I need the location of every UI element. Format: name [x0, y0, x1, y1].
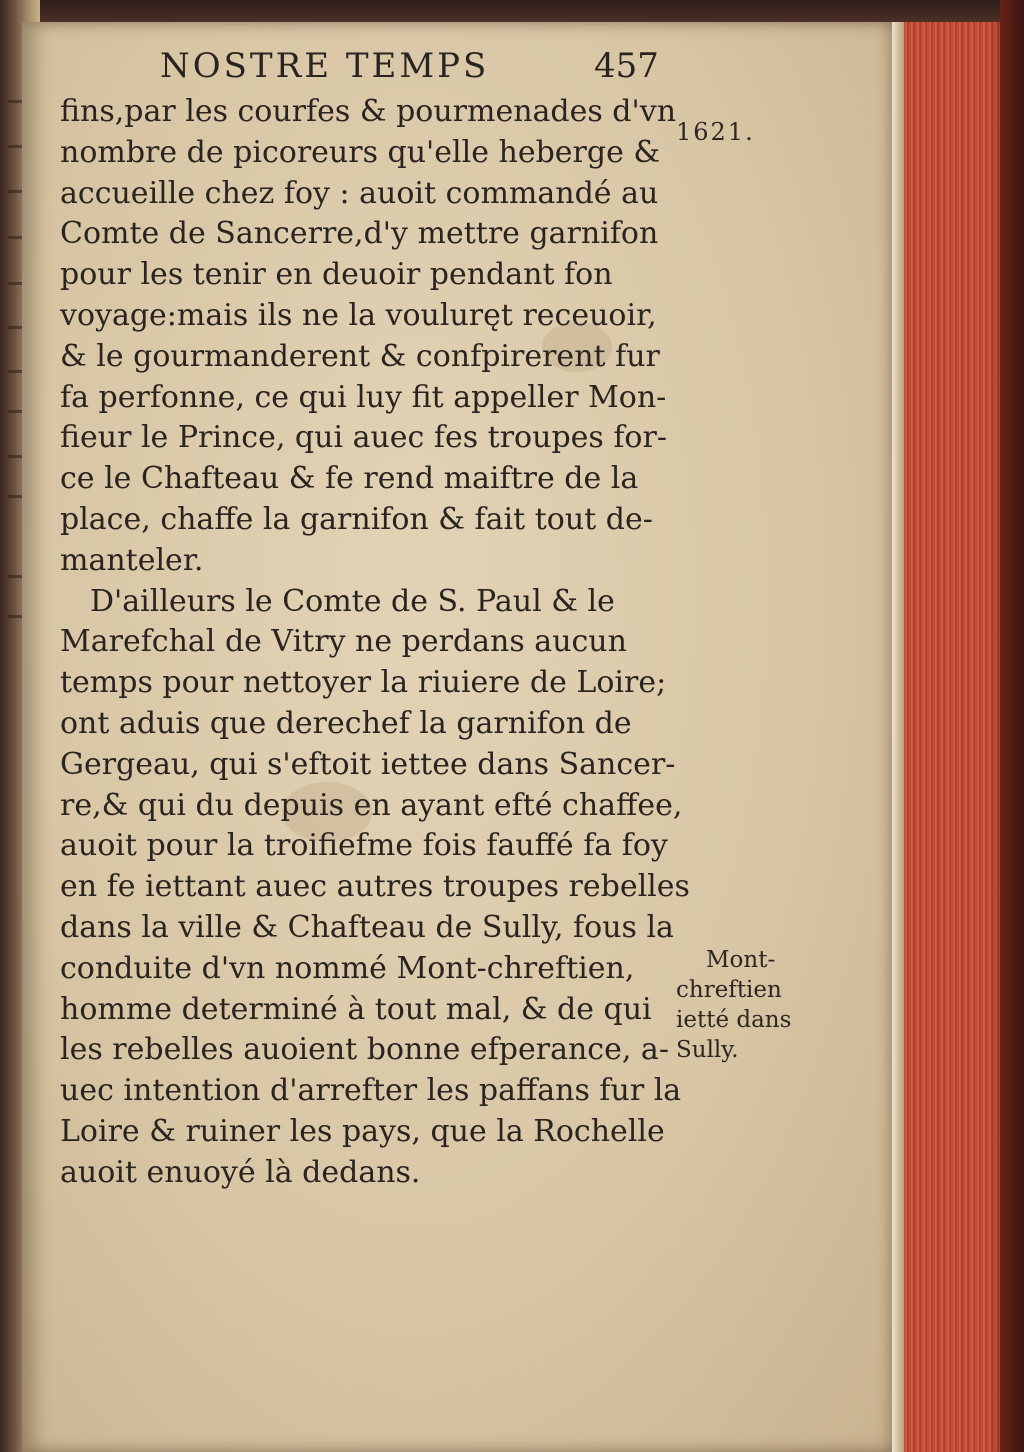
text-line: dans la ville & Chafteau de Sully, fous la	[60, 909, 674, 945]
text-line: auoit enuoyé là dedans.	[60, 1154, 421, 1190]
body-text	[60, 92, 690, 1194]
text-line: conduite d'vn nommé Mont-chreftien,	[60, 950, 635, 986]
cover-edge	[1000, 0, 1024, 1452]
text-line: temps pour nettoyer la riuiere de Loire;	[60, 665, 667, 701]
text-line: Gergeau, qui s'eftoit iettee dans Sancer-	[60, 746, 676, 782]
margin-note-line: chreftien	[676, 977, 782, 1003]
margin-note-line: ietté dans	[676, 1007, 792, 1033]
text-line: fieur le Prince, qui auec fes troupes for-	[60, 420, 667, 456]
text-line: Comte de Sancerre,d'y mettre garnifon	[60, 216, 659, 252]
text-line: re,& qui du depuis en ayant efté chaffee,	[60, 787, 683, 823]
text-line: voyage:mais ils ne la vouluręt receuoir,	[60, 297, 657, 333]
running-title: NOSTRE TEMPS	[160, 46, 490, 86]
text-line: fins,par les courfes & pourmenades d'vn	[60, 94, 677, 129]
paragraph-start-line: D'ailleurs le Comte de S. Paul & le	[90, 583, 615, 619]
text-line: accueille chez foy : auoit commandé au	[60, 175, 659, 211]
text-line: ont aduis que derechef la garnifon de	[60, 705, 632, 741]
text-line: fa perfonne, ce qui luy fit appeller Mon-	[60, 379, 667, 415]
text-line: & le gourmanderent & confpirerent fur	[60, 338, 660, 374]
text-line: les rebelles auoient bonne efperance, a-	[60, 1032, 669, 1068]
margin-note-line: Sully.	[676, 1037, 739, 1063]
text-line: homme determiné à tout mal, & de qui	[60, 991, 652, 1027]
margin-year: 1621.	[676, 118, 755, 146]
page-header	[160, 46, 680, 94]
text-line: en fe iettant auec autres troupes rebelles	[60, 869, 690, 905]
top-edge	[0, 0, 1024, 22]
text-line: uec intention d'arrefter les paffans fur la	[60, 1073, 682, 1109]
text-line: place, chaffe la garnifon & fait tout de-	[60, 501, 653, 537]
text-line: pour les tenir en deuoir pendant fon	[60, 257, 613, 293]
text-line: ce le Chafteau & fe rend maiftre de la	[60, 461, 639, 497]
margin-note-line: Mont-	[706, 947, 776, 973]
text-line: auoit pour la troifiefme fois fauffé fa foy	[60, 828, 668, 864]
text-line: manteler.	[60, 542, 204, 578]
text-line: Marefchal de Vitry ne perdans aucun	[60, 624, 627, 660]
text-line: nombre de picoreurs qu'elle heberge &	[60, 134, 661, 170]
margin-note	[676, 945, 836, 1065]
page-number: 457	[594, 46, 659, 86]
text-line: Loire & ruiner les pays, que la Rochelle	[60, 1113, 665, 1149]
